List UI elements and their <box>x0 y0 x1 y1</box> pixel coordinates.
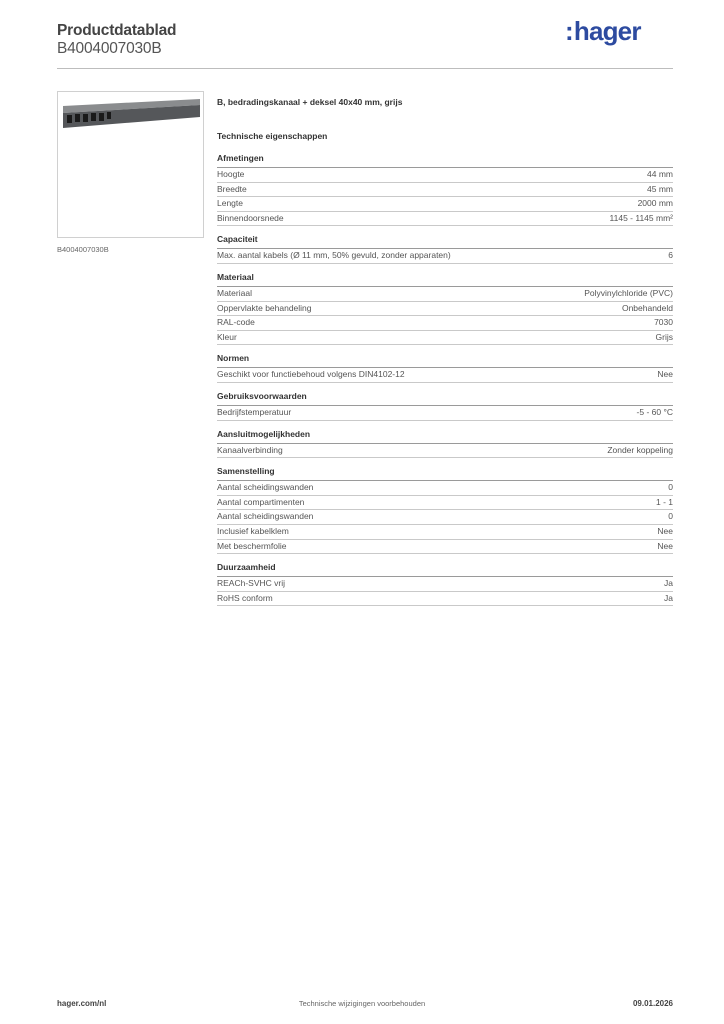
spec-value: 7030 <box>654 317 673 328</box>
spec-row <box>217 525 673 540</box>
spec-value: 1 - 1 <box>655 496 673 507</box>
spec-row <box>217 368 673 383</box>
spec-label: Kleur <box>217 331 237 342</box>
spec-label: RoHS conform <box>217 592 273 603</box>
spec-value: 44 mm <box>647 169 673 179</box>
spec-groups <box>217 153 673 606</box>
footer-date: 09.01.2026 <box>632 999 673 1008</box>
spec-row <box>217 510 673 525</box>
spec-label: RAL-code <box>217 317 255 328</box>
spec-value: 0 <box>668 511 673 522</box>
spec-label: Met beschermfolie <box>217 540 287 551</box>
spec-group <box>217 429 673 459</box>
spec-group <box>217 153 673 226</box>
spec-row <box>217 444 673 459</box>
spec-label: Breedte <box>217 183 247 194</box>
spec-value: Nee <box>657 369 673 380</box>
spec-label: REACh-SVHC vrij <box>217 578 286 589</box>
technical-properties-heading: Technische eigenschappen <box>217 131 328 141</box>
spec-row <box>217 406 673 421</box>
spec-group <box>217 562 673 606</box>
spec-row <box>217 287 673 302</box>
spec-row <box>217 197 673 212</box>
logo-prefix: : <box>565 16 573 46</box>
spec-value: 45 mm <box>647 183 673 194</box>
spec-value: Ja <box>664 592 673 603</box>
spec-value: 2000 mm <box>637 198 673 209</box>
spec-value: Zonder koppeling <box>607 444 673 455</box>
spec-row <box>217 212 673 227</box>
group-title: Materiaal <box>217 272 673 287</box>
spec-label: Bedrijfstemperatuur <box>217 406 292 417</box>
spec-row <box>217 540 673 555</box>
spec-row <box>217 316 673 331</box>
product-code: B4004007030B <box>57 40 162 57</box>
cable-duct-illustration <box>58 92 203 237</box>
spec-value: Grijs <box>655 331 673 342</box>
group-title: Normen <box>217 353 673 368</box>
spec-row <box>217 481 673 496</box>
spec-value: 0 <box>668 482 673 493</box>
spec-label: Oppervlakte behandeling <box>217 302 312 313</box>
spec-row <box>217 496 673 511</box>
spec-value: Nee <box>657 540 673 551</box>
footer-notice: Technische wijzigingen voorbehouden <box>298 999 426 1008</box>
spec-group <box>217 391 673 421</box>
group-title: Aansluitmogelijkheden <box>217 429 673 444</box>
spec-label: Lengte <box>217 198 243 209</box>
spec-row <box>217 168 673 183</box>
group-title: Gebruiksvoorwaarden <box>217 391 673 406</box>
spec-group <box>217 466 673 554</box>
spec-label: Kanaalverbinding <box>217 444 283 455</box>
logo-text: hager <box>573 16 641 46</box>
header-divider <box>57 68 673 69</box>
spec-value: Polyvinylchloride (PVC) <box>584 287 673 298</box>
group-title: Duurzaamheid <box>217 562 673 577</box>
product-image <box>57 91 204 238</box>
spec-label: Geschikt voor functiebehoud volgens DIN4102-12 <box>217 369 405 380</box>
spec-label: Aantal compartimenten <box>217 496 305 507</box>
spec-value: Onbehandeld <box>621 302 673 313</box>
image-caption: B4004007030B <box>57 245 109 254</box>
spec-group <box>217 234 673 264</box>
spec-content <box>217 97 673 614</box>
spec-group <box>217 353 673 383</box>
hager-logo[interactable] <box>565 16 641 47</box>
product-description: B, bedradingskanaal + deksel 40x40 mm, grijs <box>217 97 403 107</box>
spec-row <box>217 592 673 607</box>
spec-row <box>217 249 673 264</box>
spec-row <box>217 302 673 317</box>
footer-url-link[interactable]: hager.com/nl <box>57 999 107 1008</box>
spec-label: Materiaal <box>217 287 252 298</box>
spec-group <box>217 272 673 345</box>
spec-value: 6 <box>668 250 673 261</box>
spec-value: Nee <box>657 525 673 536</box>
spec-label: Hoogte <box>217 169 245 179</box>
spec-label: Max. aantal kabels (Ø 11 mm, 50% gevuld, zonder apparaten) <box>217 250 451 261</box>
spec-value: -5 - 60 °C <box>636 406 673 417</box>
spec-label: Aantal scheidingswanden <box>217 482 314 493</box>
group-title: Samenstelling <box>217 466 673 481</box>
group-title: Afmetingen <box>217 153 673 168</box>
spec-row <box>217 331 673 346</box>
spec-label: Binnendoorsnede <box>217 212 284 223</box>
spec-value: 1145 - 1145 mm² <box>609 212 673 223</box>
spec-row <box>217 183 673 198</box>
spec-value: Ja <box>664 578 673 589</box>
spec-label: Aantal scheidingswanden <box>217 511 314 522</box>
group-title: Capaciteit <box>217 234 673 249</box>
spec-label: Inclusief kabelklem <box>217 525 289 536</box>
document-title: Productdatablad <box>57 22 177 39</box>
spec-row <box>217 577 673 592</box>
